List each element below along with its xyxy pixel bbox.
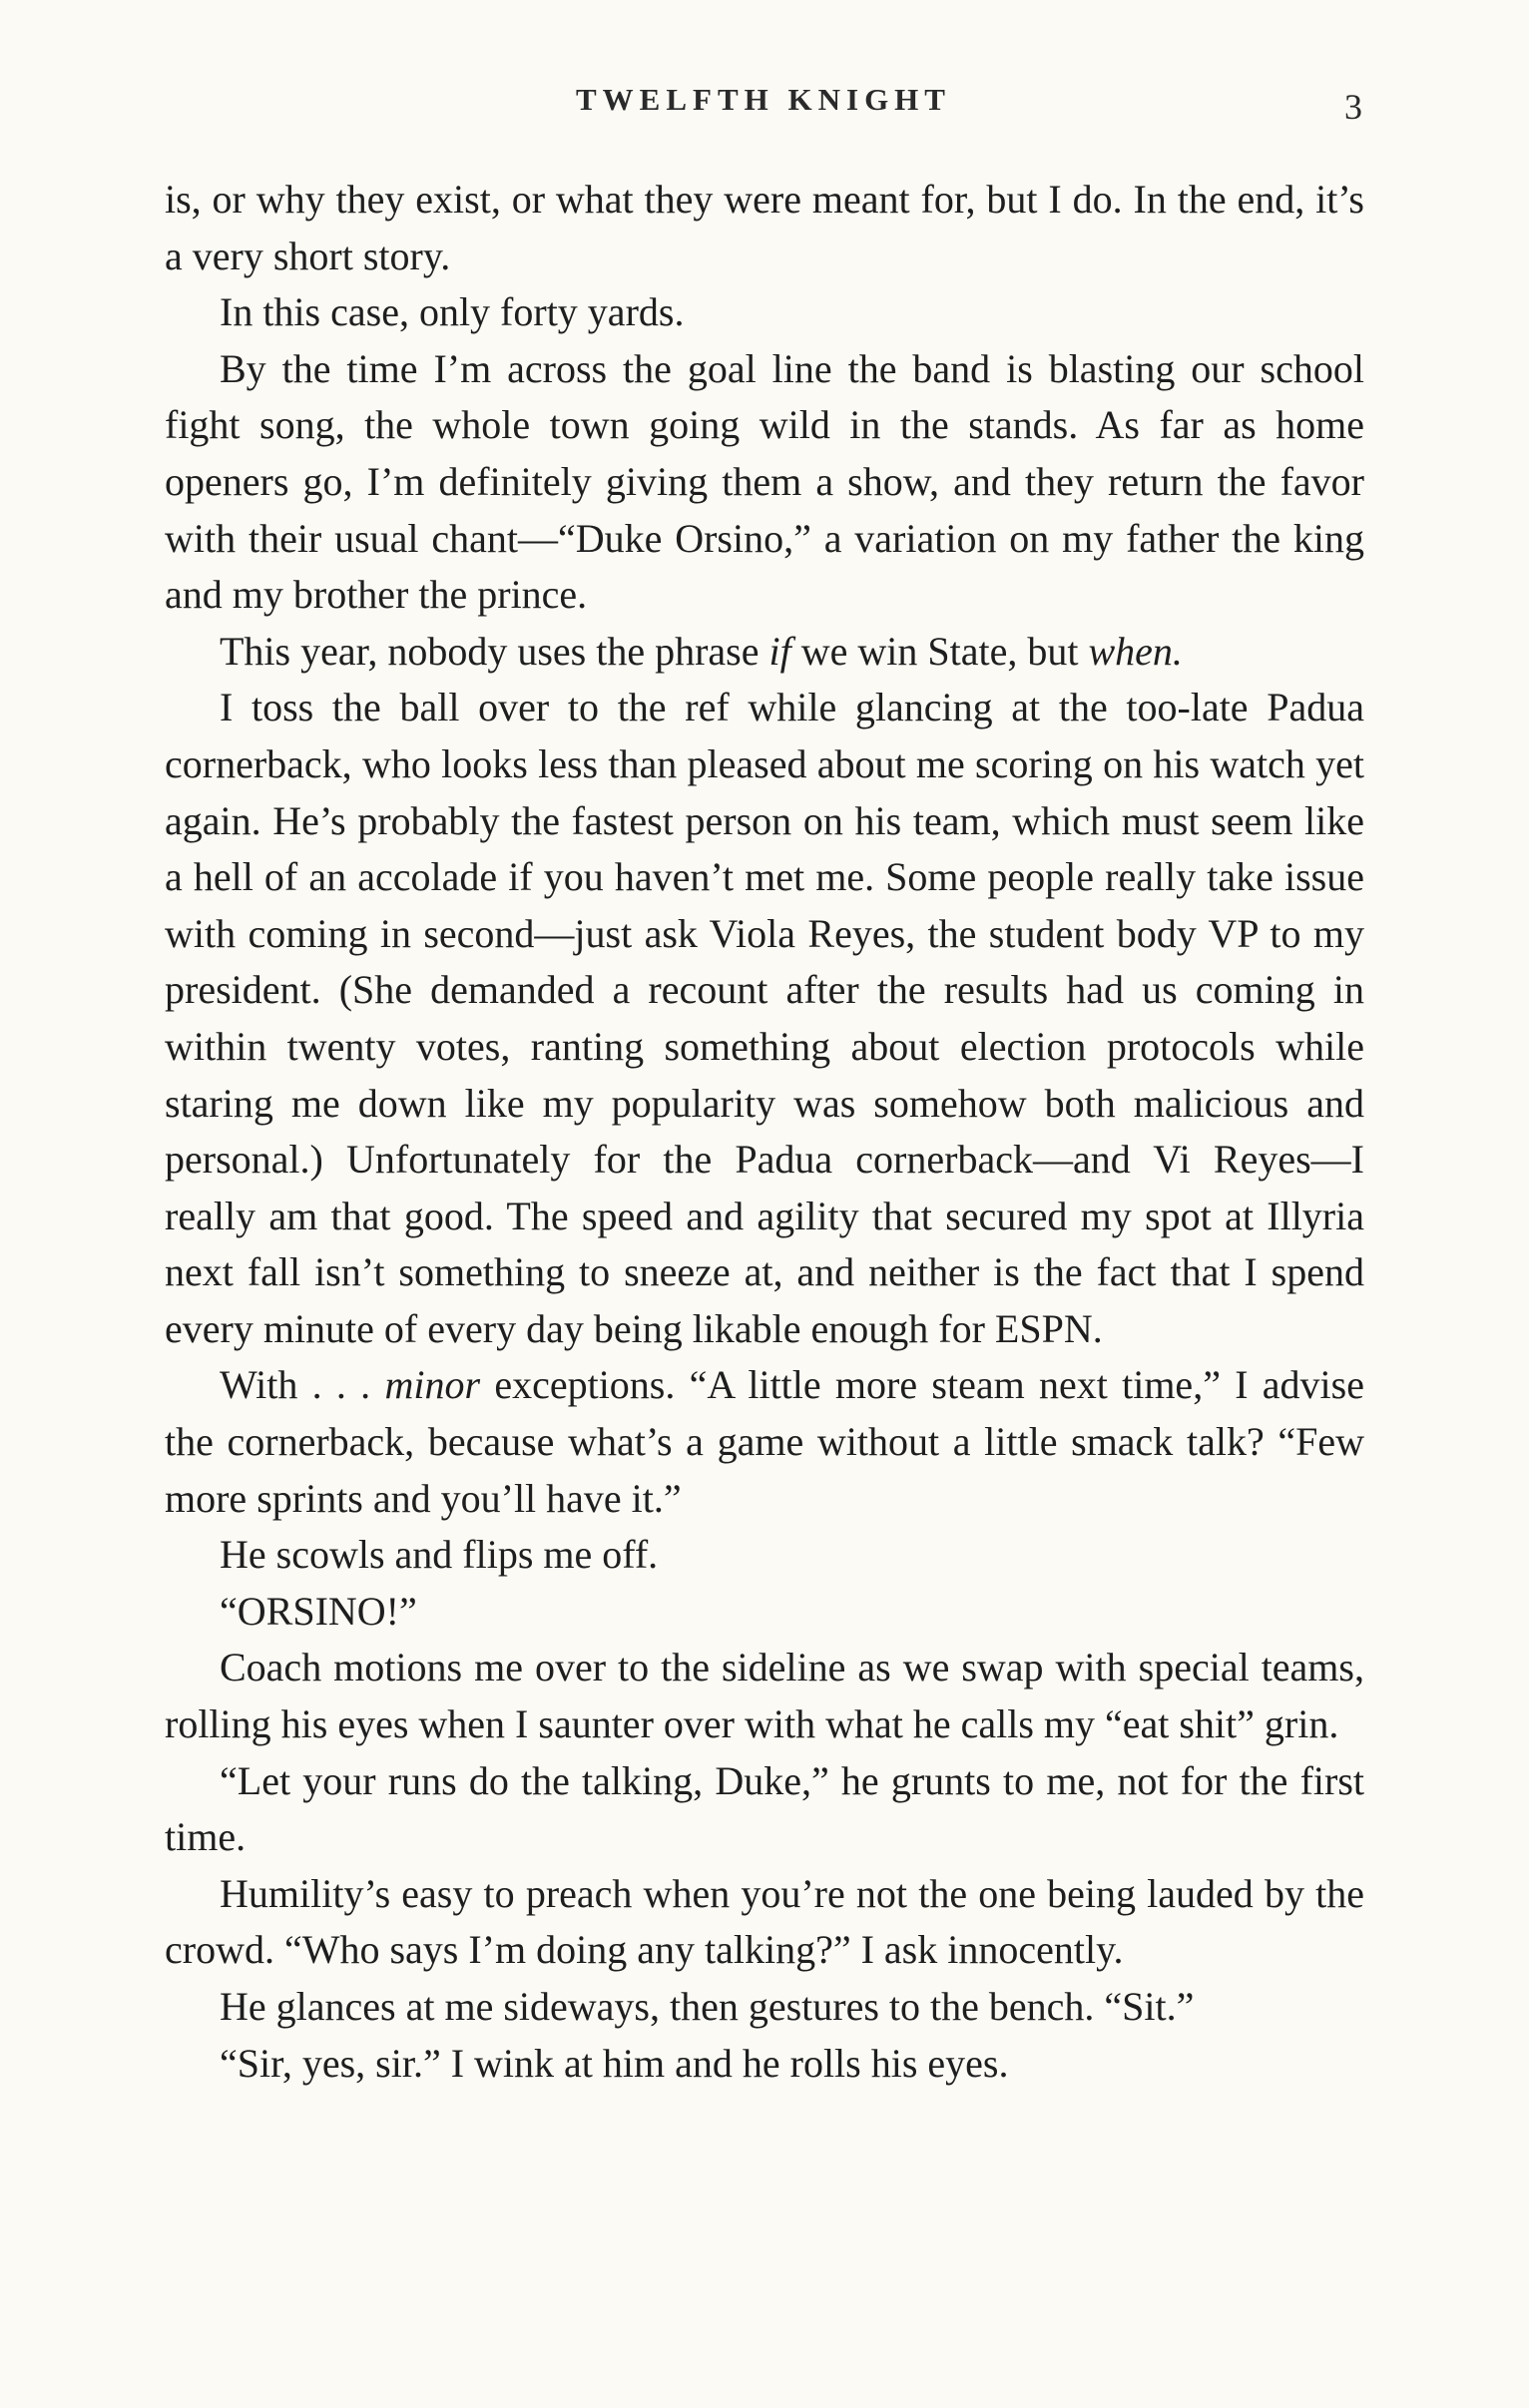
text-run: Coach motions me over to the sideline as we swap with special teams, rolling his eyes when I saunter over with what he calls my “eat shit” grin. bbox=[165, 1645, 1364, 1747]
paragraph bbox=[165, 680, 1364, 1357]
running-head-title: TWELFTH KNIGHT bbox=[576, 82, 951, 117]
paragraph bbox=[165, 1584, 1364, 1641]
paragraph bbox=[165, 1357, 1364, 1527]
body-text bbox=[165, 172, 1364, 2092]
paragraph bbox=[165, 172, 1364, 284]
italic-text: minor bbox=[384, 1362, 481, 1408]
paragraph bbox=[165, 624, 1364, 681]
text-run: “ORSINO!” bbox=[220, 1588, 417, 1634]
text-run: exceptions. “A little more steam next time,” I advise the cornerback, because what’s a game without a little smack talk? “Few more sprints and you’ll have it.” bbox=[165, 1362, 1364, 1521]
text-run: Humility’s easy to preach when you’re not the one being lauded by the crowd. “Who says I’m doing any talking?” I ask innocently. bbox=[165, 1870, 1364, 1973]
paragraph bbox=[165, 1979, 1364, 2036]
text-run: He glances at me sideways, then gestures to the bench. “Sit.” bbox=[220, 1984, 1195, 2029]
paragraph bbox=[165, 284, 1364, 341]
italic-text: if bbox=[768, 628, 791, 674]
text-run: This year, nobody uses the phrase bbox=[220, 628, 769, 674]
paragraph bbox=[165, 1640, 1364, 1752]
text-run: In this case, only forty yards. bbox=[220, 289, 685, 335]
paragraph bbox=[165, 1527, 1364, 1584]
text-run: By the time I’m across the goal line the band is blasting our school fight song, the whole town going wild in the stands. As far as home openers go, I’m definitely giving them a show, and they return the favor with their usual chant—“Duke Orsino,” a variation on my father the king and my brother the prince. bbox=[165, 345, 1364, 618]
paragraph bbox=[165, 341, 1364, 624]
text-run: I toss the ball over to the ref while glancing at the too-late Padua cornerback, who looks less than pleased about me scoring on his watch yet again. He’s probably the fastest person on his team, which must seem like a hell of an accolade if you haven’t met me. Some people really take issue with coming in second—just ask Viola Reyes, the student body VP to my president. (She demanded a recount after the results had us coming in within twenty votes, ranting something about election protocols while staring me down like my popularity was somehow both malicious and personal.) Unfortunately for the Padua cornerback—and Vi Reyes—I really am that good. The speed and agility that secured my spot at Illyria next fall isn’t something to sneeze at, and neither is the fact that I spend every minute of every day being likable enough for ESPN. bbox=[165, 685, 1364, 1351]
page-number: 3 bbox=[1344, 87, 1362, 127]
text-run: we win State, but bbox=[790, 628, 1089, 674]
italic-text: when. bbox=[1088, 628, 1183, 674]
text-run: “Let your runs do the talking, Duke,” he grunts to me, not for the first time. bbox=[165, 1757, 1364, 1860]
text-run: With . . . bbox=[220, 1362, 385, 1408]
paragraph bbox=[165, 2036, 1364, 2093]
text-run: is, or why they exist, or what they were meant for, but I do. In the end, it’s a very short story. bbox=[165, 177, 1364, 278]
running-head bbox=[165, 82, 1362, 132]
paragraph bbox=[165, 1866, 1364, 1979]
paragraph bbox=[165, 1753, 1364, 1866]
text-run: He scowls and flips me off. bbox=[220, 1532, 659, 1578]
text-run: “Sir, yes, sir.” I wink at him and he rolls his eyes. bbox=[220, 2040, 1009, 2086]
